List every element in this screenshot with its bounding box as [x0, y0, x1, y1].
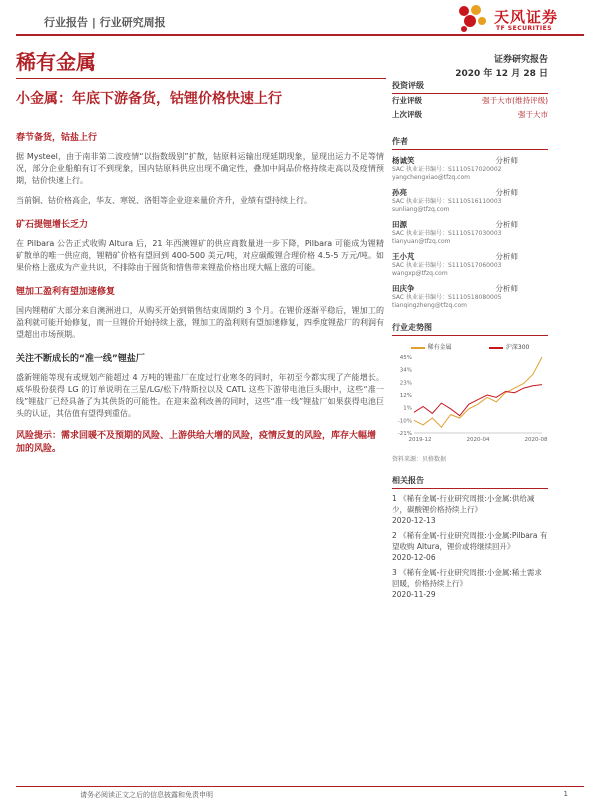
chart-legend: [392, 342, 548, 351]
section-title: 春节备货，钴盐上行: [16, 133, 98, 143]
author-role: 分析师: [495, 252, 518, 261]
author-role: 分析师: [495, 188, 518, 197]
related-date: 2020-12-06: [392, 553, 436, 562]
related-report[interactable]: [392, 530, 548, 563]
section-title: 矿石提锂增长乏力: [16, 220, 89, 230]
author-email[interactable]: sunliang@tfzq.com: [392, 206, 450, 213]
title-rule: [16, 78, 386, 79]
legend-label: 沪深300: [505, 344, 530, 351]
related-title[interactable]: 1 《稀有金属-行业研究周报:小金属:供给减少，碳酸锂价格持续上行》: [392, 494, 535, 514]
author-email[interactable]: tianqingzheng@tfzq.com: [392, 302, 467, 309]
x-tick-label: 2020-04: [466, 437, 490, 443]
x-tick-label: 2019-12: [408, 437, 432, 443]
related-report[interactable]: [392, 493, 548, 526]
author-top: [392, 187, 548, 198]
footer-disclaimer: 请务必阅读正文之后的信息披露和免责申明: [80, 791, 213, 799]
author-entry: [392, 187, 548, 214]
related-list: [392, 493, 548, 600]
author-sac: SAC 执业证书编号：S1110517030003: [392, 230, 502, 237]
brand-name-en: TF SECURITIES: [496, 25, 553, 32]
related-head: 相关报告: [392, 473, 548, 489]
paragraph: 国内锂精矿大部分来自澳洲进口，从购买开始到销售结束周期约 3 个月。在锂价逐渐平稳后，锂加工的盈利就可能开始修复，而一旦锂价开始持续上涨，锂加工的盈利则有望加速修复，四季度锂盐厂的利润有望超出市场预期。: [16, 306, 384, 339]
y-tick-label: -10%: [397, 418, 412, 425]
sidebar: [392, 78, 548, 600]
series-line-0: [414, 357, 542, 427]
author-top: [392, 219, 548, 230]
author-entry: [392, 251, 548, 278]
y-tick-label: 23%: [399, 380, 412, 387]
legend-swatch: [489, 347, 503, 349]
author-top: [392, 283, 548, 294]
legend-label: 稀有金属: [427, 344, 452, 351]
authors-head: 作者: [392, 134, 548, 150]
section-title: 关注不断成长的“准一线”锂盐厂: [16, 354, 145, 364]
y-tick-label: 45%: [399, 355, 412, 361]
y-tick-label: -21%: [397, 431, 412, 437]
author-sac: SAC 执业证书编号：S1110517020002: [392, 166, 502, 173]
top-bar: [16, 10, 584, 34]
related-title[interactable]: 3 《稀有金属-行业研究周报:小金属:稀土需求回暖，价格持续上行》: [392, 568, 542, 588]
paragraph: 盛新锂能等现有或规划产能超过 4 万吨的锂盐厂在度过行业寒冬的同时，年初至今都实现了产能增长。威华股份获得 LG 的订单说明在三星/LG/松下/特斯拉以及 CATL 这些下游带电池巨头眼中，这些“准一线”锂盐厂已经具备了为其供货的可能性。在迎来盈利改善的同时，这些“准一线”锂盐厂如果获得电池巨头的认证，其估值有望得到重估。: [16, 373, 384, 418]
rating-row: [392, 94, 548, 108]
page-number: 1: [563, 790, 568, 798]
series-line-1: [414, 385, 542, 416]
related-title[interactable]: 2 《稀有金属-行业研究周报:小金属:Pilbara 有望收购 Altura，锂价或将继续回升》: [392, 531, 548, 551]
risk-warning: 风险提示：需求回暖不及预期的风险、上游供给大增的风险，疫情反复的风险，库存大幅增加的风险。: [16, 431, 377, 454]
author-top: [392, 155, 548, 166]
report-date: 2020 年 12 月 28 日: [455, 69, 548, 79]
author-name: 田庆争: [392, 284, 415, 293]
legend-item: [489, 342, 529, 351]
rating-label: 行业评级: [392, 96, 422, 105]
author-entry: [392, 283, 548, 310]
footer-rule: [16, 786, 584, 787]
rating-value: 强于大市(维持评级): [482, 96, 548, 105]
report-type: 证券研究报告: [493, 55, 548, 65]
trend-chart: [392, 342, 548, 463]
top-rule: [16, 34, 584, 36]
y-tick-label: 34%: [399, 367, 412, 374]
author-role: 分析师: [495, 220, 518, 229]
author-email[interactable]: wangxp@tfzq.com: [392, 270, 448, 277]
rating-label: 上次评级: [392, 110, 422, 119]
author-name: 田源: [392, 220, 407, 229]
paragraph: 据 Mysteel，由于南非第二波疫情“以指数级别”扩散，钴原料运输出现延期现象，显现出运力不足等情况，部分企业船舶有订不到现象，国内钴原料供应出现不确定性，叠加中间品价格持续走高以及疫情预期，钴价快速上行。: [16, 152, 384, 185]
chart-source: 资料来源：贝格数据: [392, 456, 447, 463]
y-tick-label: 12%: [399, 393, 412, 399]
rating-row: [392, 108, 548, 122]
author-email[interactable]: tianyuan@tfzq.com: [392, 238, 451, 245]
legend-swatch: [411, 347, 425, 349]
legend-item: [411, 342, 452, 351]
author-name: 杨诚笑: [392, 156, 415, 165]
author-sac: SAC 执业证书编号：S1110518080005: [392, 294, 502, 301]
author-entry: [392, 155, 548, 182]
rating-head: 投资评级: [392, 78, 548, 94]
main-body: [16, 120, 384, 456]
paragraph: 在 Pilbara 公告正式收购 Altura 后，21 年西澳锂矿的供应商数量进一步下降，Pilbara 可能成为锂精矿散单的唯一供应商，锂精矿价格有望回到 400-500 美元/吨，对应碳酸锂合理价格 4.5-5 万元/吨。如果价格上涨成为产业共识，不排除由于囤货和惜售带来锂盐价格出现大幅上涨的可能。: [16, 239, 384, 272]
brand-logo: [456, 4, 576, 34]
author-sac: SAC 执业证书编号：S1110517060003: [392, 262, 502, 269]
authors-list: [392, 155, 548, 310]
x-tick-label: 2020-08: [524, 437, 548, 443]
section-title: 锂加工盈利有望加速修复: [16, 287, 116, 297]
author-name: 孙亮: [392, 188, 407, 197]
sector-title: 稀有金属: [16, 50, 96, 74]
brand-logo-icon: [456, 4, 490, 34]
brand-name: 天风证券: [494, 8, 559, 26]
rating-value: 强于大市: [518, 110, 548, 119]
headline: 小金属：年底下游备货，钴锂价格快速上行: [16, 91, 282, 107]
related-date: 2020-11-29: [392, 590, 436, 599]
y-tick-label: 1%: [403, 405, 412, 412]
chart-head: 行业走势图: [392, 320, 548, 336]
author-entry: [392, 219, 548, 246]
author-role: 分析师: [495, 284, 518, 293]
related-report[interactable]: [392, 567, 548, 600]
author-top: [392, 251, 548, 262]
author-role: 分析师: [495, 156, 518, 165]
author-name: 王小芃: [392, 252, 415, 261]
related-date: 2020-12-13: [392, 516, 436, 525]
chart-svg: [392, 351, 548, 447]
paragraph: 当前铜、钴价格高企，华友、寒锐、洛钼等企业迎来量价齐升，业绩有望持续上行。: [16, 196, 312, 205]
author-email[interactable]: yangchengxiao@tfzq.com: [392, 174, 470, 181]
report-category: 行业报告 | 行业研究周报: [44, 16, 166, 29]
author-sac: SAC 执业证书编号：S1110516110003: [392, 198, 502, 205]
